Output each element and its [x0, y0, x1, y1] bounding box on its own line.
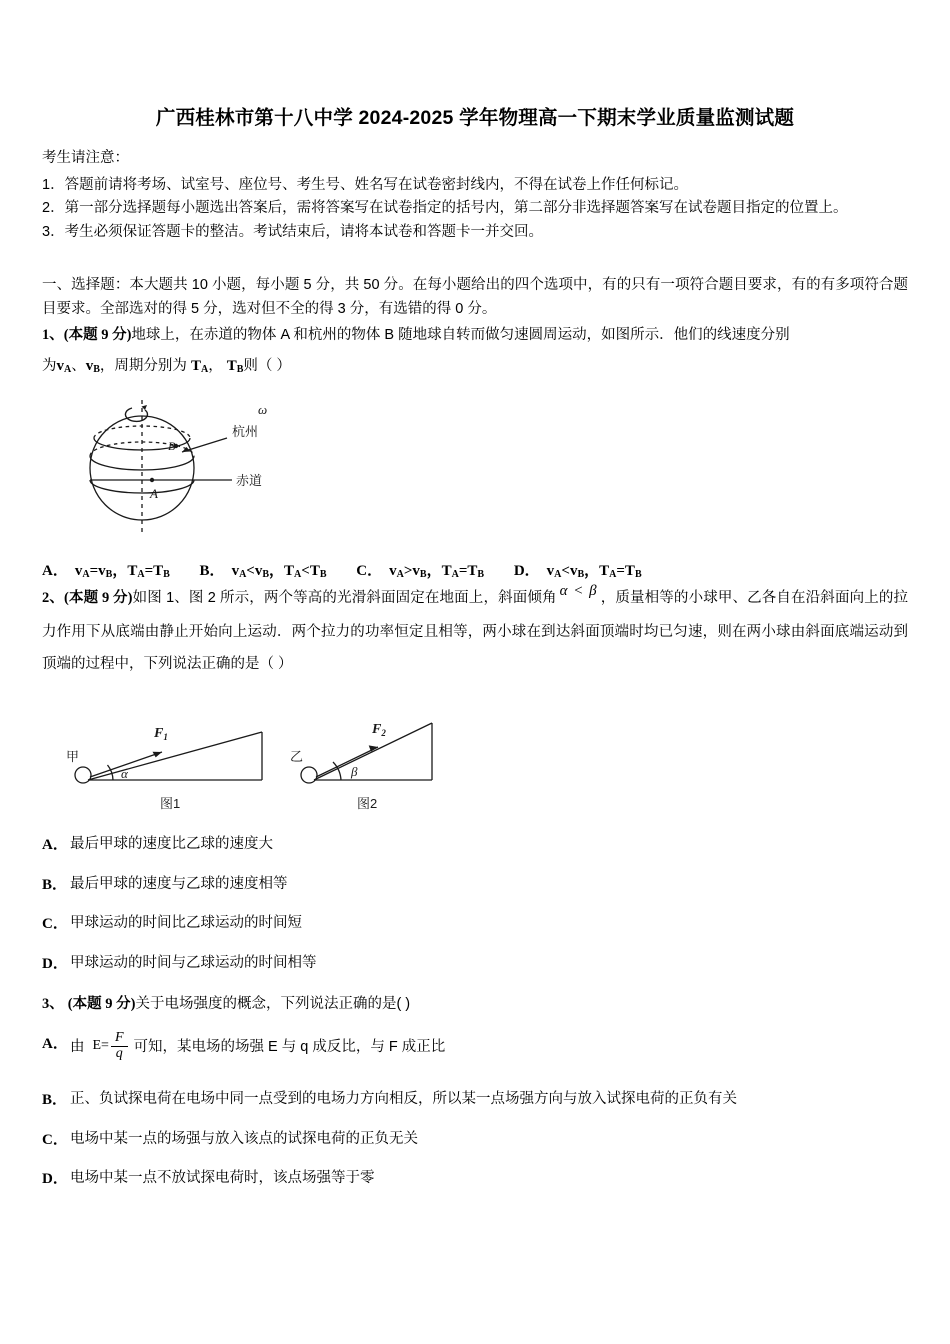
question-2-option-a[interactable] — [42, 834, 908, 857]
option-c-text: 电场中某一点的场强与放入该点的试探电荷的正负无关 — [70, 1130, 418, 1147]
hangzhou-label: 杭州 — [232, 423, 259, 439]
notice-item-2: 2．第一部分选择题每小题选出答案后，需将答案写在试卷指定的括号内，第二部分非选择题答案写在试卷题目指定的位置上。 — [42, 200, 848, 217]
option-c-letter: C． — [356, 562, 383, 579]
question-3-option-b[interactable] — [42, 1089, 908, 1112]
page-content — [42, 106, 908, 1208]
question-1-number: 1、 — [42, 327, 64, 344]
option-c-letter: C． — [42, 916, 68, 933]
question-2-points: (本题 9 分) — [64, 590, 133, 607]
question-1-option-b[interactable]: B． $v_A<v_B$，$T_A<T_B$ — [199, 562, 327, 581]
point-b-label: B — [168, 438, 176, 453]
fig2-ball-label: 乙 — [290, 749, 304, 765]
option-b-text: 正、负试探电荷在电场中同一点受到的电场力方向相反，所以某一点场强方向与放入试探电荷的正负有关 — [70, 1091, 737, 1108]
earth-rotation-diagram — [64, 390, 279, 540]
question-2-figure — [66, 707, 908, 818]
question-1-options — [42, 559, 908, 580]
question-3-stem — [42, 992, 908, 1017]
fig1-ball — [75, 767, 91, 783]
question-1-stem-text: 地球上，在赤道的物体 A 和杭州的物体 B 随地球自转而做匀速圆周运动，如图所示．他们的线速度分别 — [131, 327, 790, 344]
formula-denominator: q — [111, 1046, 128, 1062]
field-strength-formula — [93, 1031, 130, 1061]
fig2-force-label: $F_2$ — [372, 722, 386, 739]
option-d-text: 甲球运动的时间与乙球运动的时间相等 — [70, 954, 317, 971]
symbol-vb: $v_B$ — [85, 358, 100, 376]
question-3-number: 3、 — [42, 996, 64, 1013]
symbol-tb: $T_B$ — [226, 358, 244, 376]
notice-heading: 考生请注意： — [42, 150, 129, 167]
symbol-va: $v_A$ — [56, 358, 72, 376]
formula-fraction — [111, 1031, 128, 1061]
question-3-option-c[interactable] — [42, 1129, 908, 1152]
question-2-option-c[interactable] — [42, 913, 908, 936]
option-a-tail: 可知，某电场的场强 E 与 q 成反比，与 F 成正比 — [133, 1039, 446, 1056]
option-b-text: 最后甲球的速度与乙球的速度相等 — [70, 875, 288, 892]
question-1-stem-period: ，周期分别为 — [99, 358, 187, 375]
option-a-letter: A． — [42, 562, 68, 579]
question-2-stem — [42, 582, 908, 681]
fig2-ball — [301, 767, 317, 783]
fig1-caption: 图1 — [160, 796, 181, 812]
question-3-options — [42, 1030, 908, 1191]
equator-label: 赤道 — [236, 472, 263, 488]
omega-label: ω — [258, 401, 268, 417]
option-c-letter: C． — [42, 1131, 68, 1148]
question-1-option-a[interactable]: A． $v_A=v_B$，$T_A=T_B$ — [42, 562, 170, 581]
fig1-hypotenuse — [88, 732, 262, 780]
alpha-beta-formula: α < β — [559, 583, 598, 600]
question-3-stem-text: 关于电场强度的概念，下列说法正确的是( ) — [135, 996, 411, 1013]
formula-numerator: F — [114, 1030, 124, 1046]
point-a-label: A — [150, 485, 158, 501]
question-1-separator: 、 — [71, 358, 86, 375]
formula-lhs: E= — [92, 1038, 109, 1054]
fig1-angle-label: α — [121, 766, 128, 782]
option-b-letter: B． — [199, 562, 225, 579]
option-d-letter: D． — [42, 955, 68, 972]
fig1-force-label: $F_1$ — [154, 726, 168, 743]
question-2-option-d[interactable] — [42, 953, 908, 976]
option-a-letter: A． — [42, 1036, 68, 1053]
question-1-option-d[interactable]: D． $v_A<v_B$，$T_A=T_B$ — [513, 562, 642, 581]
fig2-angle-arc — [333, 762, 341, 780]
option-d-text: 电场中某一点不放试探电荷时，该点场强等于零 — [70, 1170, 375, 1187]
option-d-letter: D． — [42, 1171, 68, 1188]
fig1-angle-arc — [108, 765, 114, 780]
fig2-force-arrow — [316, 747, 378, 780]
fig1-force-subscript: 1 — [163, 732, 168, 743]
symbol-ta: $T_A$ — [190, 358, 209, 376]
fig2-force-subscript: 2 — [381, 728, 386, 739]
page-title: 广西桂林市第十八中学 2024-2025 学年物理高一下期末学业质量监测试题 — [155, 107, 795, 129]
inclined-planes-diagram — [66, 707, 486, 813]
section-one-heading: 一、选择题：本大题共 10 小题，每小题 5 分，共 50 分。在每小题给出的四个选项中，有的只有一项符合题目要求，有的有多项符合题目要求。全部选对的得 5 分，选对但不全的得 3 分，有选错的得 0 分。 — [42, 277, 908, 317]
fig1-ball-label: 甲 — [66, 749, 80, 765]
question-1-stem-line2 — [42, 350, 908, 384]
option-a-text: 最后甲球的速度比乙球的速度大 — [70, 836, 273, 853]
notice-item-1: 1．答题前请将考场、试室号、座位号、考生号、姓名写在试卷密封线内，不得在试卷上作任何标记。 — [42, 176, 689, 193]
option-b-letter: B． — [42, 876, 68, 893]
option-a-letter: A． — [42, 837, 68, 854]
fig2-angle-label: β — [351, 764, 358, 780]
question-1-comma: ， — [208, 358, 223, 375]
question-2-option-b[interactable] — [42, 874, 908, 897]
question-1-points: (本题 9 分) — [63, 327, 132, 344]
rotation-arrow — [125, 408, 147, 421]
notice-item-3: 3．考生必须保证答题卡的整洁。考试结束后，请将本试卷和答题卡一并交回。 — [42, 223, 544, 240]
question-1-option-c[interactable]: C． $v_A>v_B$，$T_A=T_B$ — [356, 562, 485, 581]
question-3-option-a[interactable] — [42, 1030, 908, 1063]
point-a-marker — [150, 478, 154, 482]
question-3-points: (本题 9 分) — [67, 996, 136, 1013]
question-2-stem-a: 如图 1、图 2 所示，两个等高的光滑斜面固定在地面上，斜面倾角 — [132, 590, 557, 607]
question-2-options — [42, 834, 908, 975]
option-b-letter: B． — [42, 1092, 68, 1109]
option-a-lead: 由 — [70, 1039, 85, 1056]
option-d-letter: D． — [513, 562, 540, 579]
option-c-text: 甲球运动的时间比乙球运动的时间短 — [70, 915, 302, 932]
question-1-figure — [64, 390, 908, 545]
fig2-caption: 图2 — [357, 796, 378, 812]
question-2-stem-b: ，质量相等的小球甲、乙各自在沿斜面向上的拉力作用下从底端由静止开始向上运动．两个拉力的功率恒定且相等，两小球在到达斜面顶端时均已匀速，则在两小球由斜面底端运动到顶端的过程中，下列说法正确的是（ ） — [42, 590, 908, 673]
question-1-tail: 则（ ） — [243, 358, 291, 375]
question-1-stem-prefix: 为 — [42, 358, 57, 375]
option-a-text — [70, 1030, 908, 1063]
question-3-option-d[interactable] — [42, 1168, 908, 1191]
question-1-stem — [42, 323, 908, 348]
question-2-number: 2、 — [42, 590, 65, 607]
